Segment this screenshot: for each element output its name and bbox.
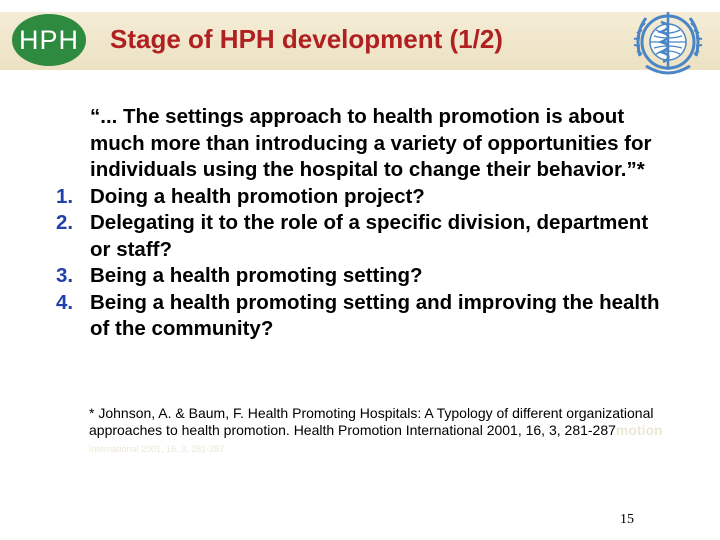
hph-logo-text: HPH (18, 24, 79, 55)
list-text: Being a health promoting setting? (90, 264, 423, 287)
footnote-ghost-small: International 2001, 16, 3, 281-287 (89, 444, 225, 454)
list-number: 2. (56, 211, 74, 234)
footnote-ghost-large: motion (615, 422, 663, 438)
page-number: 15 (620, 512, 634, 527)
hph-logo (12, 14, 86, 66)
who-emblem-icon (630, 6, 706, 82)
list-text: Being a health promoting setting and improving the health of the community? (90, 290, 660, 340)
list-item (56, 263, 666, 290)
slide-title: Stage of HPH development (1/2) (110, 24, 503, 54)
list-number: 1. (56, 184, 74, 208)
footnote-text: * Johnson, A. & Baum, F. Health Promoting Hospitals: A Typology of different organizational approaches to health promotion. Health Promotion International 2001, 16, 3, 281-287 (89, 405, 654, 438)
list-number: 4. (56, 290, 74, 314)
list-item (56, 184, 666, 211)
quote-text: “... The settings approach to health promotion is about much more than introducing a variety of opportunities for individuals using the hospital to change their behavior.”* (90, 105, 652, 181)
list-text: Doing a health promotion project? (90, 184, 425, 208)
list-item (56, 210, 666, 263)
footnote-citation (89, 405, 679, 458)
list-item (56, 290, 666, 343)
list-text: Delegating it to the role of a specific division, department or staff? (90, 211, 649, 261)
list-number: 3. (56, 264, 74, 287)
slide-body (56, 104, 666, 343)
